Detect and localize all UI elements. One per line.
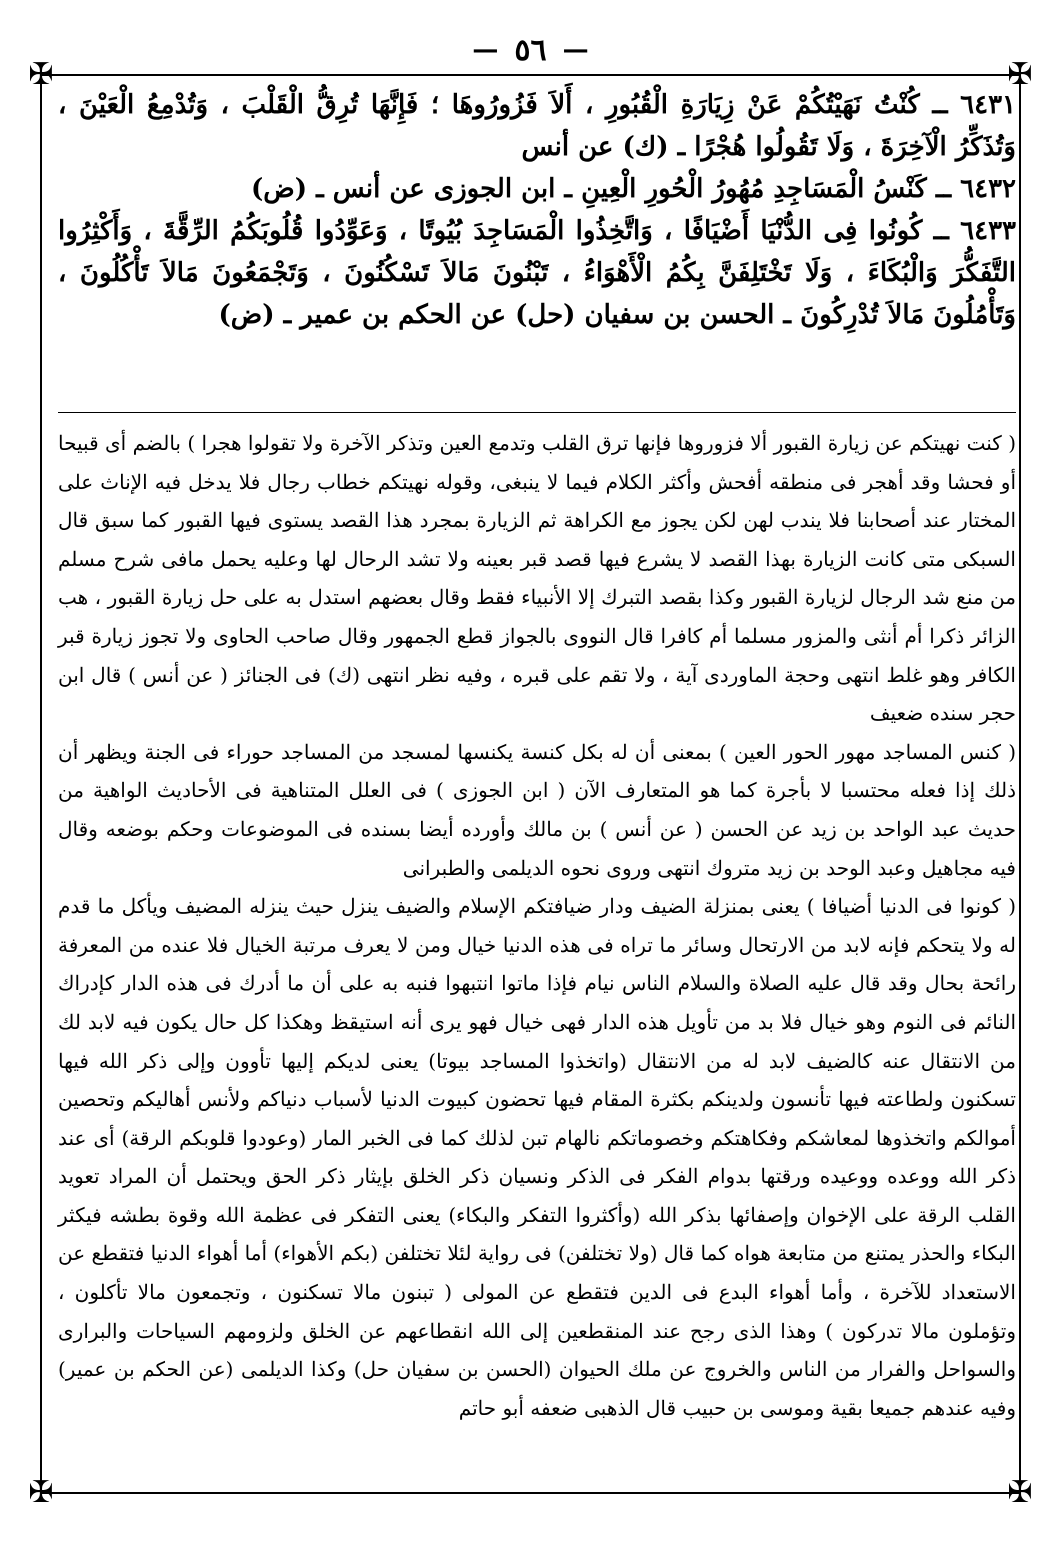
hadith-6431: ٦٤٣١ ــ كُنْتُ نَهَيْتُكُمْ عَنْ زِيَارَةِ الْقُبُورِ ، أَلاَ فَزُورُوهَا ؛ فَإِنَّهَا تُرِقُّ الْقَلْبَ ، وَتُدْمِعُ الْعَيْنَ ، وَتُذَكِّرُ الْآخِرَةَ ، وَلَا تَقُولُوا هُجْرًا ـ (ك) عن أنس: [58, 90, 1016, 162]
page-number: [0, 28, 1061, 72]
frame-bottom-line: [40, 1492, 1021, 1494]
commentary-6432: ( كنس المساجد مهور الحور العين ) بمعنى أن له بكل كنسة يكنسها لمسجد من المساجد حوراء فى الجنة ويظهر أن ذلك إذا فعله محتسبا لا بأجرة كما هو المتعارف الآن ( ابن الجوزى ) فى العلل المتناهية فى الأحاديث الواهية من حديث عبد الواحد بن زيد عن الحسن ( عن أنس ) بن مالك وأورده أيضا بسنده فى الموضوعات وحكم بوضعه وقال فيه مجاهيل وعبد الوحد بن زيد متروك انتهى وروى نحوه الديلمى والطبرانى: [58, 739, 1016, 880]
frame-top-line: [40, 74, 1021, 76]
frame-right-line: [1019, 74, 1021, 1494]
hadith-6433: ٦٤٣٣ ــ كُونُوا فِى الدُّنْيَا أَضْيَافًا ، وَاتَّخِذُوا الْمَسَاجِدَ بُيُوتًا ، وَعَوِّدُوا قُلُوبَكُمُ الرِّقَّةَ ، وَأَكْثِرُوا التَّفَكُّرَ وَالْبُكَاءَ ، وَلَا تَخْتَلِفَنَّ بِكُمُ الْأَهْوَاءُ ، تَبْنُونَ مَالاَ تَسْكُنُونَ ، وَتَجْمَعُونَ مَالاَ تَأْكُلُونَ ، وَتَأْمُلُونَ مَالاَ تُدْرِكُونَ ـ الحسن بن سفيان (حل) عن الحكم بن عمير ـ (ض): [58, 216, 1016, 330]
page-number-value: ٥٦: [514, 32, 547, 68]
page-number-dash-right: —: [562, 35, 589, 65]
frame-left-line: [40, 74, 42, 1494]
commentary-6431: ( كنت نهيتكم عن زيارة القبور ألا فزوروها فإنها ترق القلب وتدمع العين وتذكر الآخرة ولا تقولوا هجرا ) بالضم أى قبيحا أو فحشا وقد أهجر فى منطقه أفحش وأكثر الكلام فيما لا ينبغى، وقوله نهيتكم خطاب رجال فلا يدخل فيه الإناث على المختار عند أصحابنا فلا يندب لهن لكن يجوز مع الكراهة ثم الزيارة بمجرد هذا القصد يستوى فيها القبور كما سبق قال السبكى متى كانت الزيارة بهذا القصد لا يشرع فيها قصد قبر بعينه ولا تشد الرحال لها وعليه يحمل مافى شرح مسلم من منع شد الرجال لزيارة القبور وكذا بقصد التبرك إلا الأنبياء فقط وقال بعضهم استدل به على حل زيارة القبور ، هب الزائر ذكرا أم أنثى والمزور مسلما أم كافرا قال النووى بالجواز قطع الجمهور وقال صاحب الحاوى ولا تجوز زيارة قبر الكافر وهو غلط انتهى وحجة الماوردى آية ، ولا تقم على قبره ، وفيه نظر انتهى (ك) فى الجنائز ( عن أنس ) قال ابن حجر سنده ضعيف: [58, 431, 1017, 726]
corner-ornament-bottom-left: ✠: [28, 1475, 54, 1510]
page-number-dash-left: —: [472, 35, 499, 65]
section-divider: [58, 412, 1016, 413]
corner-ornament-top-right: ✠: [1007, 57, 1033, 92]
commentary-6433: ( كونوا فى الدنيا أضيافا ) يعنى بمنزلة الضيف ودار ضيافتكم الإسلام والضيف ينزل حيث ينزله المضيف ويأكل ما قدم له ولا يتحكم فإنه لابد من الارتحال وسائر ما تراه فى هذه الدنيا خيال ومن لا يعرف مرتبة الخيال فلا عنده من المعرفة رائحة بحال وقد قال عليه الصلاة والسلام الناس نيام فإذا ماتوا انتبهوا فنبه به على أن ما أدرك فى هذه الدار كإدراك النائم فى النوم وهو خيال فلا بد من تأويل هذه الدار فهى خيال فهو يرى أنه استيقظ وهكذا كل حال يكون فيه لابد لك من الانتقال عنه كالضيف لابد له من الانتقال (واتخذوا المساجد بيوتا) يعنى لديكم إليها تأوون وإلى ذكر الله فيها تسكنون ولطاعته فيها تأنسون ولدينكم بكثرة المقام فيها تحضون كبيوت الدنيا لأسباب دنياكم ولأنس أهاليكم وتحصين أموالكم واتخذوها لمعاشكم وفكاهتكم وخصوماتكم نالهام تبن لذلك كما فى الخبر المار (وعودوا قلوبكم الرقة) أى عند ذكر الله ووعده ووعيده ورقتها بدوام الفكر فى الذكر ونسيان ذكر الخلق بإيثار ذكر الحق ويحتمل أن المراد تعويد القلب الرقة على الإخوان وإصفائها بذكر الله (وأكثروا التفكر والبكاء) يعنى التفكر فى عظمة الله وقوة بطشه فيكثر البكاء والحذر يمتنع من متابعة هواه كما قال (ولا تختلفن) فى رواية لئلا تختلفن (بكم الأهواء) أما أهواء الدنيا فتقطع عن الاستعداد للآخرة ، وأما أهواء البدع فى الدين فتقطع عن المولى ( تبنون مالا تسكنون ، وتجمعون مالا تأكلون ، وتؤملون مالا تدركون ) وهذا الذى رجح عند المنقطعين إلى الله انقطاعهم عن الخلق ولزومهم السياحات والبرارى والسواحل والفرار من الناس والخروج عن ملك الحيوان (الحسن بن سفيان حل) وكذا الديلمى (عن الحكم بن عمير) وفيه عندهم جميعا بقية وموسى بن حبيب قال الذهبى ضعفه أبو حاتم: [58, 894, 1016, 1420]
hadith-6432: ٦٤٣٢ ــ كَنْسُ الْمَسَاجِدِ مُهُورُ الْحُورِ الْعِينِ ـ ابن الجوزى عن أنس ـ (ض): [251, 174, 1016, 204]
corner-ornament-bottom-right: ✠: [1007, 1475, 1033, 1510]
hadith-section: [58, 84, 1016, 406]
corner-ornament-top-left: ✠: [28, 57, 54, 92]
commentary-section: [58, 424, 1016, 1492]
